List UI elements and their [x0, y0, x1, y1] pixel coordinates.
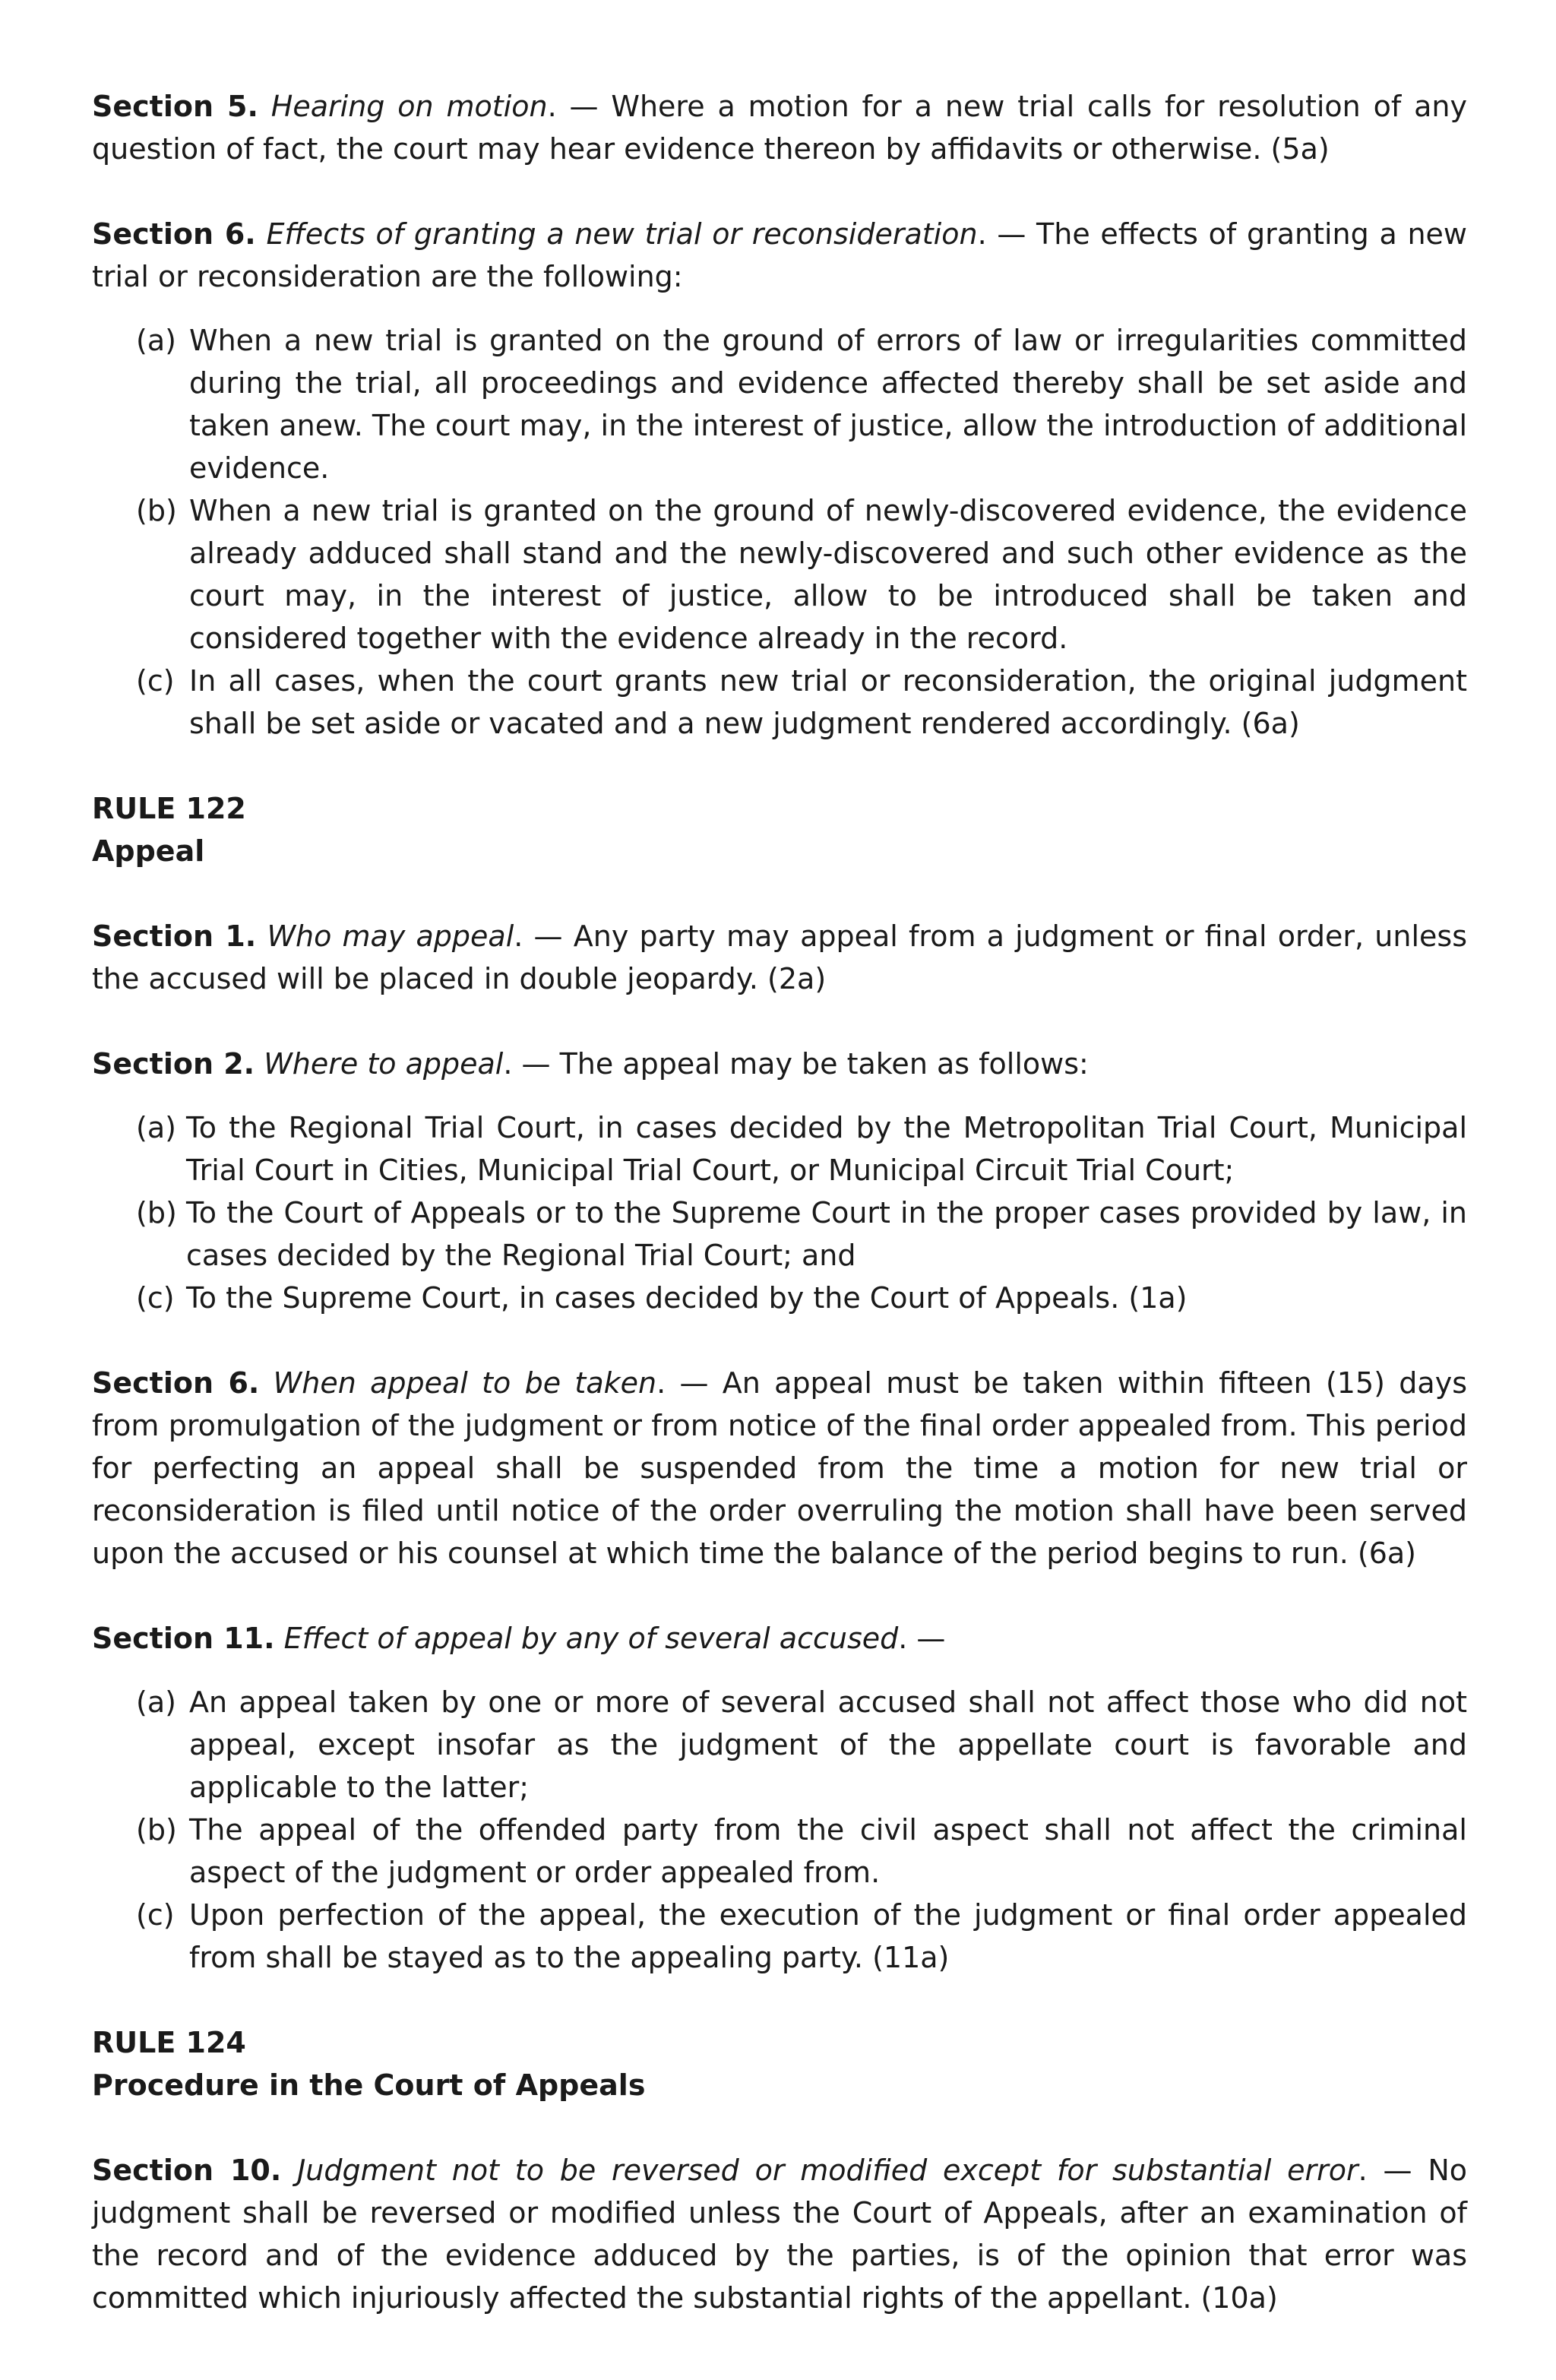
- list-item: [92, 319, 1467, 489]
- section-heading: Section 5.: [92, 90, 258, 123]
- enumerated-list: [92, 1681, 1467, 1979]
- list-item: [92, 1809, 1467, 1894]
- section-text: . — The appeal may be taken as follows:: [503, 1047, 1089, 1081]
- section-text: . — An appeal must be taken within fifteen (15) days from promulgation of the judgment or from notice of the final order appealed from. This period for perfecting an appeal shall be suspended from the time a motion for new trial or reconsideration is filed until notice of the order overruling the motion shall have been served upon the accused or his counsel at which time the balance of the period begins to run. (6a): [92, 1366, 1467, 1570]
- section-paragraph: [92, 1362, 1467, 1575]
- section-title: Where to appeal: [264, 1047, 504, 1081]
- list-item-text: Upon perfection of the appeal, the execution of the judgment or final order appealed from shall be stayed as to the appealing party. (11a): [189, 1898, 1467, 1974]
- section-paragraph: [92, 85, 1467, 170]
- section-title: Effects of granting a new trial or reconsideration: [266, 217, 978, 251]
- list-item: [92, 489, 1467, 660]
- section-text: . — The effects of granting a new trial or reconsideration are the following:: [92, 217, 1467, 293]
- list-marker: (b): [136, 1813, 177, 1847]
- section-text: . — Where a motion for a new trial calls for resolution of any question of fact, the court may hear evidence thereon by affidavits or otherwise. (5a): [92, 90, 1467, 166]
- list-item: [92, 1277, 1467, 1319]
- rule-heading: [92, 2021, 1467, 2106]
- document-page: [92, 85, 1467, 2362]
- list-item-text: An appeal taken by one or more of several accused shall not affect those who did not appeal, except insofar as the judgment of the appellate court is favorable and applicable to the latter;: [189, 1685, 1467, 1804]
- rule-heading: [92, 787, 1467, 872]
- list-item-text: To the Supreme Court, in cases decided by the Court of Appeals. (1a): [186, 1281, 1188, 1315]
- list-item: [92, 660, 1467, 745]
- list-item-text: The appeal of the offended party from the civil aspect shall not affect the criminal aspect of the judgment or order appealed from.: [189, 1813, 1467, 1889]
- rule-number: RULE 122: [92, 792, 246, 825]
- list-marker: (a): [136, 1685, 176, 1719]
- section-heading: Section 2.: [92, 1047, 255, 1081]
- list-marker: (c): [136, 1281, 175, 1315]
- section-title: Hearing on motion: [270, 90, 548, 123]
- list-item: [92, 1192, 1467, 1277]
- enumerated-list: [92, 319, 1467, 745]
- section-paragraph: [92, 915, 1467, 1000]
- section-paragraph: [92, 1617, 1467, 1660]
- section-title: Judgment not to be reversed or modified except for substantial error: [297, 2154, 1358, 2187]
- section-paragraph: [92, 2149, 1467, 2319]
- list-item: [92, 1106, 1467, 1192]
- section-title: Effect of appeal by any of several accused: [283, 1622, 899, 1655]
- list-item: [92, 1894, 1467, 1979]
- list-marker: (a): [136, 1111, 176, 1144]
- rule-name: Appeal: [92, 834, 205, 868]
- rule-number: RULE 124: [92, 2026, 246, 2059]
- section-title: When appeal to be taken: [273, 1366, 657, 1400]
- list-marker: (c): [136, 664, 175, 698]
- section-paragraph: [92, 1043, 1467, 1085]
- list-marker: (b): [136, 494, 177, 527]
- section-heading: Section 10.: [92, 2154, 282, 2187]
- list-item-text: When a new trial is granted on the ground of errors of law or irregularities committed during the trial, all proceedings and evidence affected thereby shall be set aside and taken anew. The court may, in the interest of justice, allow the introduction of additional evidence.: [189, 324, 1467, 485]
- section-text: . — Any party may appeal from a judgment or final order, unless the accused will be placed in double jeopardy. (2a): [92, 919, 1467, 995]
- list-item: [92, 1681, 1467, 1809]
- list-item-text: To the Regional Trial Court, in cases decided by the Metropolitan Trial Court, Municipal Trial Court in Cities, Municipal Trial Court, or Municipal Circuit Trial Court;: [186, 1111, 1467, 1187]
- list-item-text: When a new trial is granted on the ground of newly-discovered evidence, the evidence already adduced shall stand and the newly-discovered and such other evidence as the court may, in the interest of justice, allow to be introduced shall be taken and considered together with the evidence already in the record.: [189, 494, 1467, 655]
- section-heading: Section 6.: [92, 217, 256, 251]
- list-marker: (a): [136, 324, 176, 357]
- list-marker: (c): [136, 1898, 175, 1932]
- list-item-text: In all cases, when the court grants new trial or reconsideration, the original judgment shall be set aside or vacated and a new judgment rendered accordingly. (6a): [189, 664, 1467, 740]
- section-heading: Section 6.: [92, 1366, 260, 1400]
- section-heading: Section 11.: [92, 1622, 275, 1655]
- section-title: Who may appeal: [267, 919, 514, 953]
- rule-name: Procedure in the Court of Appeals: [92, 2068, 646, 2102]
- list-item-text: To the Court of Appeals or to the Supreme Court in the proper cases provided by law, in cases decided by the Regional Trial Court; and: [186, 1196, 1467, 1272]
- enumerated-list: [92, 1106, 1467, 1319]
- list-marker: (b): [136, 1196, 177, 1230]
- section-heading: Section 1.: [92, 919, 257, 953]
- section-text: . — No judgment shall be reversed or modified unless the Court of Appeals, after an examination of the record and of the evidence adduced by the parties, is of the opinion that error was committed which injuriously affected the substantial rights of the appellant. (10a): [92, 2154, 1467, 2315]
- section-paragraph: [92, 213, 1467, 298]
- section-text: . —: [898, 1622, 946, 1655]
